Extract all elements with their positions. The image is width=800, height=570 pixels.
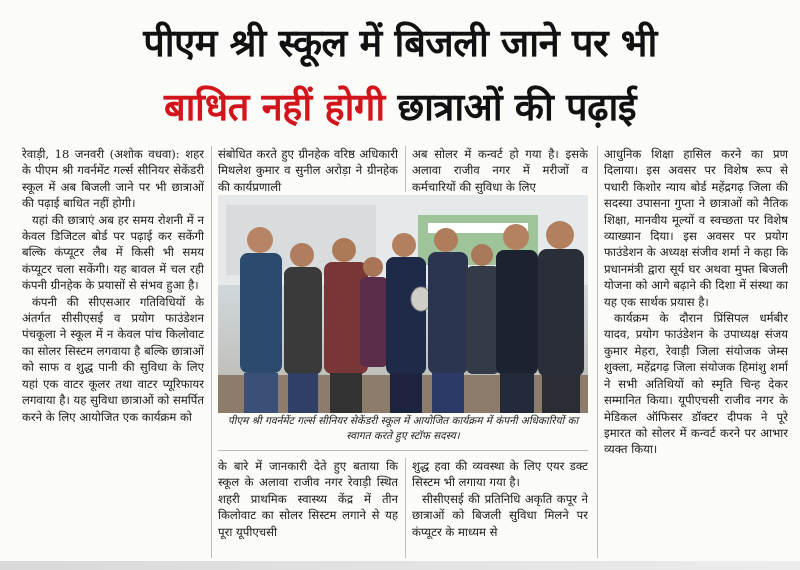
paragraph: कार्यक्रम के दौरान प्रिंसिपल धर्मबीर यादव, प्रयोग फाउंडेशन के उपाध्यक्ष संजय कुमार मेहरा, रेवाड़ी जिला संयोजक जेम्स शुक्ला, महेंद्रगढ़ जिला संयोजक हिमांशु शर्मा ने सभी अतिथियों को स्मृति चिन्ह देकर सम्मानित किया। यूपीएचसी राजीव नगर के मेडिकल ऑफिसर डॉक्टर दीपक ने पूरे इमारत को सोलर में कन्वर्ट करने पर आभार व्यक्त किया।: [604, 311, 788, 457]
paragraph-dateline: रेवाड़ी, 18 जनवरी (अशोक वधवा): शहर के पीएम श्री गवर्नमेंट गर्ल्स सीनियर सेकेंडरी स्कूल में अब बिजली जाने पर भी छात्राओं की पढ़ाई बाधित नहीं होगी।: [22, 147, 204, 211]
column-divider: [405, 458, 406, 558]
article-column-2-top: [218, 146, 398, 194]
column-divider: [211, 146, 212, 558]
article-column-4: [604, 146, 788, 558]
group-photo-illustration: [218, 195, 588, 413]
article-column-3-bottom: [412, 458, 588, 558]
photo-caption: पीएम श्री गवर्नमेंट गर्ल्स सीनियर सेकेंडरी स्कूल में आयोजित कार्यक्रम में कंपनी अधिकारियों का स्वागत करते हुए स्टॉफ सदस्य।: [218, 414, 588, 451]
article-column-2-bottom: [218, 458, 398, 558]
headline-line-1: पीएम श्री स्कूल में बिजली जाने पर भी: [143, 21, 657, 65]
paragraph: के बारे में जानकारी देते हुए बताया कि स्कूल के अलावा राजीव नगर रेवाड़ी स्थित शहरी प्राथमिक स्वास्थ्य केंद्र में तीन किलोवाट का सोलर सिस्टम लगाने से यह पूरा यूपीएचसी: [218, 459, 398, 539]
paragraph: कंपनी की सीएसआर गतिविधियों के अंतर्गत सीसीएसई व प्रयोग फाउंडेशन पंचकूला ने स्कूल में न केवल पांच किलोवाट का सोलर सिस्टम लगवाया है बल्कि छात्राओं को साफ व शुद्ध पानी की सुविधा के लिए यहां एक वाटर कूलर तथा वाटर प्यूरिफायर लगवाया है। यह सुविधा छात्राओं को समर्पित करने के लिए आयोजित एक कार्यक्रम को: [22, 294, 204, 424]
paragraph: सीसीएसई की प्रतिनिधि अकृति कपूर ने छात्राओं को बिजली सुविधा मिलने पर कंप्यूटर के माध्यम से: [412, 491, 588, 539]
paragraph: शुद्ध हवा की व्यवस्था के लिए एयर डक्ट सिस्टम भी लगाया गया है।: [412, 459, 588, 490]
paragraph: आधुनिक शिक्षा हासिल करने का प्रण दिलाया। इस अवसर पर विशेष रूप से पधारी किशोर न्याय बोर्ड महेंद्रगढ़ जिला की सदस्या उपासना गुप्ता ने छात्राओं को नैतिक शिक्षा, मानवीय मूल्यों व स्वच्छता पर विशेष व्याख्यान दिया। इस अवसर पर प्रयोग फाउंडेशन के अध्यक्ष संजीव शर्मा ने कहा कि प्रधानमंत्री द्वारा सूर्य घर अथवा मुफ्त बिजली योजना को आगे बढ़ाने की दिशा में संस्था का यह एक सार्थक प्रयास है।: [604, 147, 788, 309]
headline-red-part: बाधित नहीं होगी: [163, 85, 385, 129]
paragraph: संबोधित करते हुए ग्रीनहेक वरिष्ठ अधिकारी मिथलेश कुमार व सुनील अरोड़ा ने ग्रीनहेक की कार्यप्रणाली: [218, 147, 398, 194]
column-divider: [597, 146, 598, 558]
article-column-1: [22, 146, 204, 558]
column-divider: [405, 146, 406, 192]
headline-line-2: [0, 80, 800, 132]
headline-black-part: छात्राओं की पढ़ाई: [397, 85, 637, 129]
page-bottom-edge: [0, 561, 800, 570]
paragraph: यहां की छात्राएं अब हर समय रोशनी में न केवल डिजिटल बोर्ड पर पढ़ाई कर सकेंगी बल्कि कंप्यूटर लैब में किसी भी समय कंप्यूटर चला सकेंगी। यह बावल में चल रही कंपनी ग्रीनहेक के प्रयासों से संभव हुआ है।: [22, 212, 204, 293]
news-photo: [218, 195, 588, 413]
paragraph: अब सोलर में कन्वर्ट हो गया है। इसके अलावा राजीव नगर में मरीजों व कर्मचारियों की सुविधा के लिए: [412, 147, 588, 194]
article-column-3-top: [412, 146, 588, 194]
